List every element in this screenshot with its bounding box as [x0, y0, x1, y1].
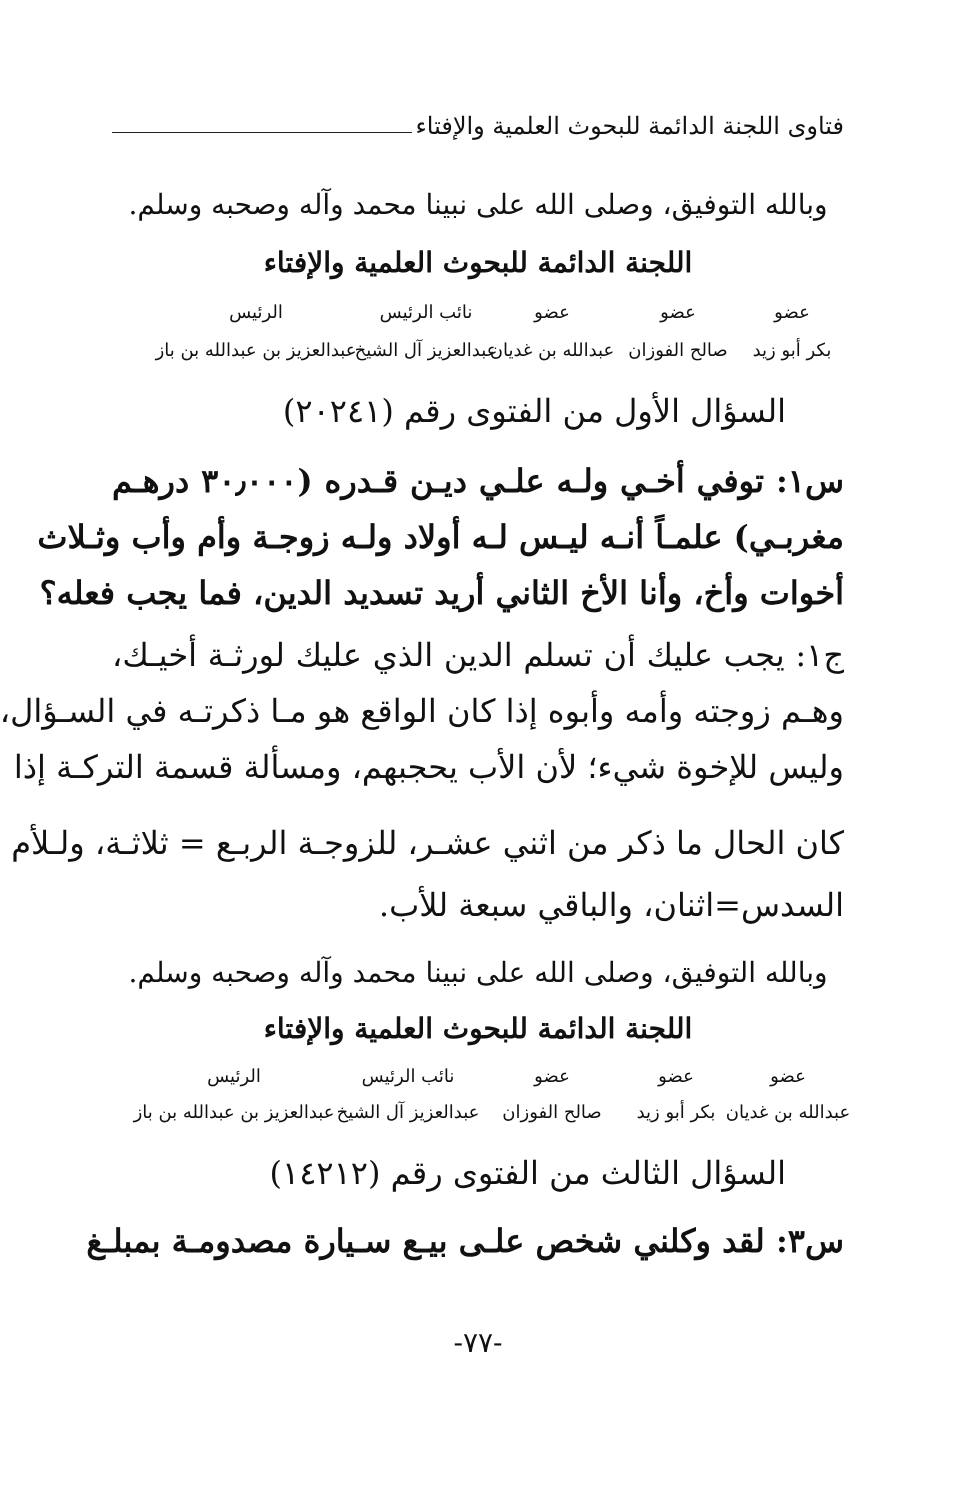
- answer-line: كان الحال ما ذكر من اثني عشـر، للزوجـة الربـع = ثلاثـة، ولـلأم: [11, 824, 844, 862]
- signatory-role: عضو: [660, 302, 696, 323]
- question-line: س١: توفي أخـي ولـه علـي ديـن قـدره (٣٠٫٠٠٠ درهـم: [112, 462, 845, 500]
- page-number: -٧٧-: [453, 1326, 503, 1359]
- closing-formula: وبالله التوفيق، وصلى الله على نبينا محمد وآله وصحبه وسلم.: [128, 188, 828, 221]
- signatory-name: عبدالعزيز آل الشيخ: [354, 340, 498, 361]
- signatory-role: عضو: [534, 302, 570, 323]
- signatory-name: صالح الفوزان: [502, 1102, 602, 1123]
- signatory-names: [0, 340, 956, 364]
- answer-line: ج١: يجب عليك أن تسلم الدين الذي عليك لورثـة أخيـك،: [112, 636, 845, 674]
- fatwa-heading: السؤال الثالث من الفتوى رقم (١٤٢١٢): [269, 1154, 786, 1192]
- signatory-name: عبدالله بن غديان: [489, 340, 615, 361]
- signatory-roles: [0, 1066, 956, 1090]
- signatory-name: عبدالعزيز بن عبدالله بن باز: [133, 1102, 335, 1123]
- signatory-roles: [0, 302, 956, 326]
- signatory-name: صالح الفوزان: [628, 340, 728, 361]
- closing-formula: وبالله التوفيق، وصلى الله على نبينا محمد وآله وصحبه وسلم.: [128, 956, 828, 989]
- signatory-role: عضو: [770, 1066, 806, 1087]
- signatory-role: الرئيس: [229, 302, 283, 323]
- answer-line: وهـم زوجته وأمه وأبوه إذا كان الواقع هو مـا ذكرتـه في السـؤال،: [0, 692, 844, 730]
- question-line: مغربـي) علمـاً أنـه ليـس لـه أولاد ولـه زوجـة وأم وأب وثـلاث: [37, 518, 844, 556]
- signatory-role: نائب الرئيس: [361, 1066, 455, 1087]
- signatory-role: عضو: [774, 302, 810, 323]
- header-rule: [112, 132, 412, 133]
- committee-name: اللجنة الدائمة للبحوث العلمية والإفتاء: [263, 1012, 693, 1045]
- committee-name: اللجنة الدائمة للبحوث العلمية والإفتاء: [263, 246, 693, 279]
- signatory-name: بكر أبو زيد: [636, 1102, 716, 1123]
- signatory-role: نائب الرئيس: [379, 302, 473, 323]
- signatory-name: عبدالعزيز آل الشيخ: [336, 1102, 480, 1123]
- question-line: س٣: لقد وكلني شخص علـى بيـع سـيارة مصدومـة بمبلـغ: [86, 1222, 844, 1260]
- running-header: [112, 112, 844, 146]
- signatory-role: الرئيس: [207, 1066, 261, 1087]
- signatory-names: [0, 1102, 956, 1126]
- signatory-name: عبدالله بن غديان: [725, 1102, 851, 1123]
- signatory-role: عضو: [658, 1066, 694, 1087]
- header-title: فتاوى اللجنة الدائمة للبحوث العلمية والإفتاء: [415, 112, 844, 140]
- fatwa-heading: السؤال الأول من الفتوى رقم (٢٠٢٤١): [282, 392, 786, 430]
- signatory-role: عضو: [534, 1066, 570, 1087]
- answer-line: وليس للإخوة شيء؛ لأن الأب يحجبهم، ومسألة قسمة التركـة إذا: [13, 748, 844, 786]
- question-line: أخوات وأخ، وأنا الأخ الثاني أريد تسديد الدين، فما يجب فعله؟: [39, 574, 844, 612]
- answer-line: السدس=اثنان، والباقي سبعة للأب.: [378, 886, 844, 924]
- signatory-name: عبدالعزيز بن عبدالله بن باز: [155, 340, 357, 361]
- signatory-name: بكر أبو زيد: [752, 340, 832, 361]
